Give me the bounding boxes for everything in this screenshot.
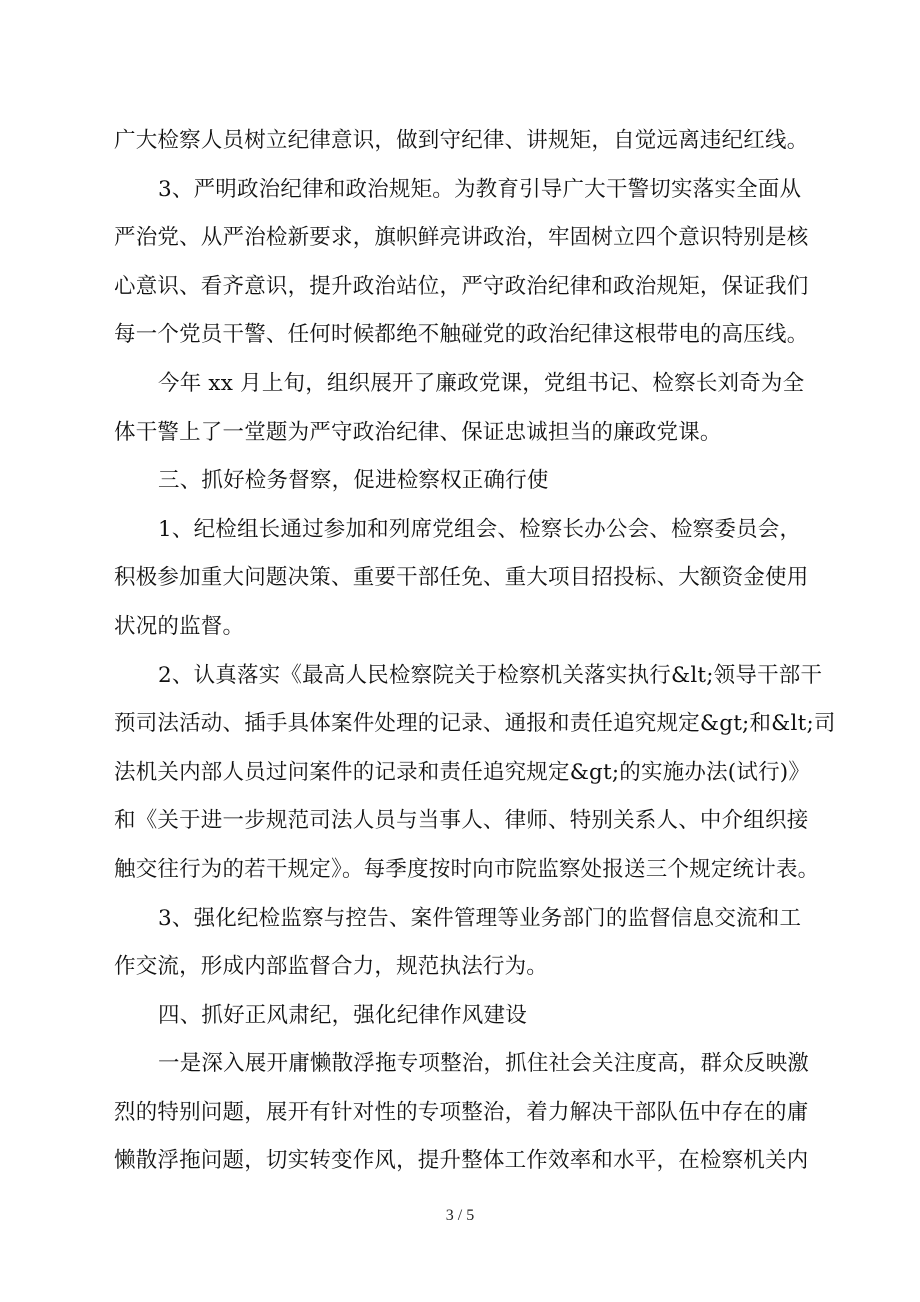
text-line-1: 广大检察人员树立纪律意识，做到守纪律、讲规矩，自觉远离违纪红线。 bbox=[114, 128, 809, 153]
text-line-16: 触交往行为的若干规定》。每季度按时向市院监察处报送三个规定统计表。 bbox=[114, 856, 820, 882]
section-heading-3: 三、抓好检务督察，促进检察权正确行使 bbox=[158, 468, 549, 494]
text-line-17: 3、强化纪检监察与控告、案件管理等业务部门的监督信息交流和工 bbox=[158, 905, 802, 931]
text-line-14: 法机关内部人员过问案件的记录和责任追究规定&gt;的实施办法(试行)》 bbox=[114, 759, 811, 785]
text-line-15: 和《关于进一步规范司法人员与当事人、律师、特别关系人、中介组织接 bbox=[114, 808, 809, 834]
text-line-21: 烈的特别问题，展开有针对性的专项整治，着力解决干部队伍中存在的庸 bbox=[114, 1099, 809, 1125]
text-line-20: 一是深入展开庸懒散浮拖专项整治，抓住社会关注度高，群众反映激 bbox=[158, 1051, 810, 1077]
text-line-2: 3、严明政治纪律和政治规矩。为教育引导广大干警切实落实全面从 bbox=[158, 176, 802, 202]
text-line-22: 懒散浮拖问题，切实转变作风，提升整体工作效率和水平，在检察机关内 bbox=[114, 1148, 809, 1174]
text-line-11: 状况的监督。 bbox=[114, 613, 245, 639]
text-line-7: 体干警上了一堂题为严守政治纪律、保证忠诚担当的廉政党课。 bbox=[114, 419, 722, 445]
section-heading-4: 四、抓好正风肃纪，强化纪律作风建设 bbox=[158, 1002, 527, 1028]
text-line-13: 预司法活动、插手具体案件处理的记录、通报和责任追究规定&gt;和&lt;司 bbox=[114, 711, 836, 737]
text-line-18: 作交流，形成内部监督合力，规范执法行为。 bbox=[114, 954, 549, 980]
text-line-10: 积极参加重大问题决策、重要干部任免、重大项目招投标、大额资金使用 bbox=[114, 565, 809, 591]
text-line-5: 每一个党员干警、任何时候都绝不触碰党的政治纪律这根带电的高压线。 bbox=[114, 322, 809, 348]
document-body bbox=[114, 117, 836, 1186]
page-number: 3 / 5 bbox=[445, 1207, 475, 1224]
text-line-12: 2、认真落实《最高人民检察院关于检察机关落实执行&lt;领导干部干 bbox=[158, 662, 823, 688]
text-line-3: 严治党、从严治检新要求，旗帜鲜亮讲政治，牢固树立四个意识特别是核 bbox=[114, 225, 809, 251]
text-line-4: 心意识、看齐意识，提升政治站位，严守政治纪律和政治规矩，保证我们 bbox=[114, 273, 809, 299]
text-line-6: 今年 xx 月上旬，组织展开了廉政党课，党组书记、检察长刘奇为全 bbox=[158, 370, 805, 396]
text-line-9: 1、纪检组长通过参加和列席党组会、检察长办公会、检察委员会， bbox=[158, 516, 802, 542]
